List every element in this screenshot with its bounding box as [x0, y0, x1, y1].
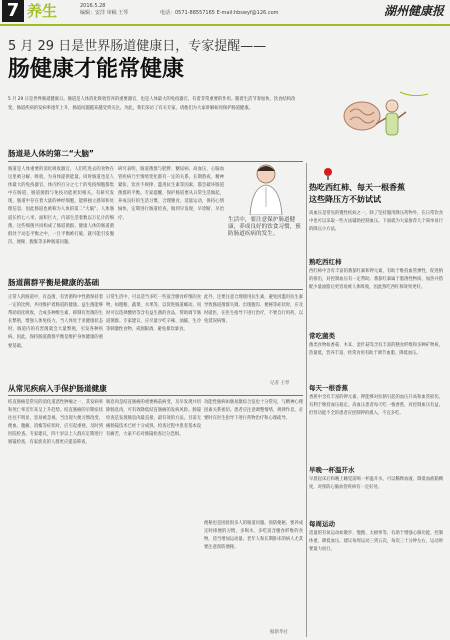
sidebar-lead: 高血压是常见的慢性疾病之一，除了坚持服用降压药物外，在日常饮食中也可以采取一些方法辅助控制血压。下面就为大家推荐几个简单易行的降压小方法。: [309, 211, 443, 232]
sidebar-text-4: 早晨起床后和晚上睡觉前喝一杯温开水，可以稀释血液，降低血液黏稠度，对预防心脑血管疾病有一定好处。: [309, 477, 443, 490]
sidebar-headline-2: 这些降压方不妨试试: [309, 195, 381, 204]
section-title: 养生: [27, 2, 58, 20]
masthead-rule: [0, 24, 450, 26]
doctor-figure: [228, 160, 303, 215]
figure-caption: 生活中，要注意保护肠道健康，养成良好的饮食习惯，预防肠道疾病的发生。: [228, 217, 301, 238]
sidebar-subhead-3: 每天一根香蕉: [309, 384, 348, 392]
paper-name: 湖州健康报: [383, 4, 444, 18]
sidebar-text-5: 适量的有氧运动如散步、慢跑、太极拳等，有助于增强心肺功能、控制体重、降低血压。建议每周运动三到五次，每次三十分钟左右，运动时要量力而行。: [309, 531, 443, 552]
masthead: [0, 0, 450, 24]
subheading-3-rule: [8, 395, 303, 396]
sidebar-subhead-1: 熟吃西红柿: [309, 258, 342, 266]
byline-1: 记者 王琴: [270, 381, 290, 386]
sidebar-headline-1: 热吃西红柿、每天一根香蕉: [309, 183, 405, 192]
subheading-3: 从常见疾病入手保护肠道健康: [8, 384, 107, 393]
page-number: 7: [2, 0, 24, 22]
subheading-1: 肠道是人体的第二“大脑”: [8, 149, 94, 158]
article-lead: 5 月 29 日是世界肠道健康日。肠道是人体消化吸收营养的重要器官，也是人体最大的免疫器官，有着非常重要的作用。随着生活节奏加快、饮食结构改变，肠道疾病的发病率逐年上升，肠道问题越来越受到关注。为此，我们采访了有关专家，请他们为大家讲解如何保护肠道健康。: [8, 97, 296, 111]
article-kicker: 5 月 29 日是世界肠道健康日，专家提醒——: [8, 39, 267, 54]
section-3-column-3: 功能性肠病如肠易激综合征也十分常见，与精神心理因素关系密切。患者应注意调整情绪，规律作息，必要时在医生指导下进行药物治疗和心理疏导。: [204, 400, 303, 422]
article-headline: 肠健康才能常健康: [8, 57, 185, 82]
sidebar-text-2: 菌类食物如香菇、木耳、金针菇等含有丰富的膳食纤维和多种矿物质，热量低，营养丰富，经常食用有助于调节血脂、降低血压。: [309, 343, 443, 356]
section-3-column-2: 肠息肉是结直肠癌的重要癌前病变，及早发现并切除肠息肉，可有效降低结直肠癌的发病风险。肠镜检查是发现肠息肉最直接、最有效的方法。目前无痛肠镜技术已经十分成熟，检查过程中患者基本没有痛苦，大家不必对肠镜检查过分恐惧。: [106, 400, 201, 438]
sidebar-subhead-4: 早晚一杯温开水: [309, 466, 355, 474]
issue-date: 2016.5.28: [80, 3, 106, 9]
sidebar-text-1: 西红柿中含有丰富的番茄红素和钾元素，有助于维持血管弹性、促进钠的排出，对控制血压有一定帮助。番茄红素属于脂溶性物质，加热并搭配少量油脂后更容易被人体吸收，因此熟吃西红柿效果更好。: [309, 269, 443, 290]
section-2-column-1: 正常人的肠道中，有益菌、有害菌和中性菌保持着一定的比例，共同维护着肠道的健康。益生菌能够帮助消化吸收，合成多种维生素，抑制有害菌的生长繁殖，增强人体免疫力。当人体处于亚健康状态时，肠道内的有害菌就会大量繁殖，引发各种疾病。因此，保持肠道菌群平衡是维护身体健康的重要基础。: [8, 295, 103, 349]
sidebar-subhead-5: 每周运动: [309, 520, 335, 528]
sidebar-text-3: 香蕉中含有丰富的钾元素，钾能够对抗钠引起的血压升高和血管损伤，有利于维持血压稳定。高血压患者每天吃一根香蕉，对控制血压有益。但肾功能不全的患者应控制钾的摄入，不宜多吃。: [309, 395, 443, 416]
subheading-2-rule: [8, 289, 303, 290]
section-2-column-2: 日常生活中，可以适当多吃一些富含膳食纤维的食物，如粗粮、蔬菜、水果等，以促进肠道蠕动。同时可以选择酸奶等含有益生菌的食品，帮助调节肠道菌群。专家建议，应尽量少吃辛辣、油腻、生冷等刺激性食物，戒烟限酒，避免暴饮暴食。: [106, 295, 201, 333]
section-1-column-2: 研究表明，肠道菌群与肥胖、糖尿病、高血压、心脑血管疾病乃至情绪变化都有一定的关系。长期熬夜、精神紧张、饮食不规律、滥用抗生素等因素，都会破坏肠道菌群的平衡。专家提醒，保护肠道要从日常生活做起，养成良好的生活习惯，合理膳食，适量运动，保持心情愉快，定期进行肠道检查，做到早发现、早诊断、早治疗。: [118, 167, 224, 221]
section-3-column-1: 结直肠癌是常见的消化道恶性肿瘤之一，其发病率和死亡率近年来呈上升趋势。结直肠癌的早期症状往往不明显，容易被忽视。当出现大便习惯改变、便血、腹痛、消瘦等症状时，应引起重视，及时到医院检查。专家建议，四十岁以上人群应定期进行肠镜检查，有家族史的人群更应提前筛查。: [8, 400, 103, 446]
sidebar-subhead-2: 常吃菌类: [309, 332, 335, 340]
contact-line: 电话：0571-88557165 E-mail:hbswyf@126.com: [160, 10, 279, 16]
section-2-column-3: 此外，还要注意合理使用抗生素，避免因滥用抗生素导致肠道菌群失调。出现腹泻、便秘等症状时，应及时就医，在医生指导下进行治疗，不要自行用药，以免延误病情。: [204, 295, 303, 325]
pin-icon: [324, 168, 332, 176]
editor-line: 编辑：安洋 审稿 王琴: [80, 10, 129, 16]
byline-2: 据新华社: [270, 630, 288, 635]
intestine-illustration: [300, 86, 440, 150]
section-1-column-1: 肠道是人体重要的消化吸收器官，人们吃进去的食物在这里被分解、吸收，为身体提供能量。同时肠道也是人体最大的免疫器官，体内约百分之七十的免疫细胞都集中在肠道，肠道菌群与免疫功能密切相关。有研究发现，肠道中存在着大量的神经细胞，能够独立感知和处理信息，因此肠道也被称为人体的第二“大脑”。人体肠道长约七八米，面积巨大，内部生活着数以万亿计的细菌，这些细菌共同构成了肠道菌群。健康人体的肠道菌群处于动态平衡之中，一旦平衡被打破，就可能引发腹泻、便秘、腹胀等多种肠道问题。: [8, 167, 114, 245]
section-3-column-4: 便秘也是困扰很多人的肠道问题。预防便秘，要养成定时排便的习惯，多喝水，多吃富含膳食纤维的食物，适当增加运动量。老年人和长期卧床的病人尤其要注意预防便秘。: [204, 521, 303, 551]
masthead-meta: [80, 3, 128, 17]
subheading-2: 肠道菌群平衡是健康的基础: [8, 278, 100, 287]
